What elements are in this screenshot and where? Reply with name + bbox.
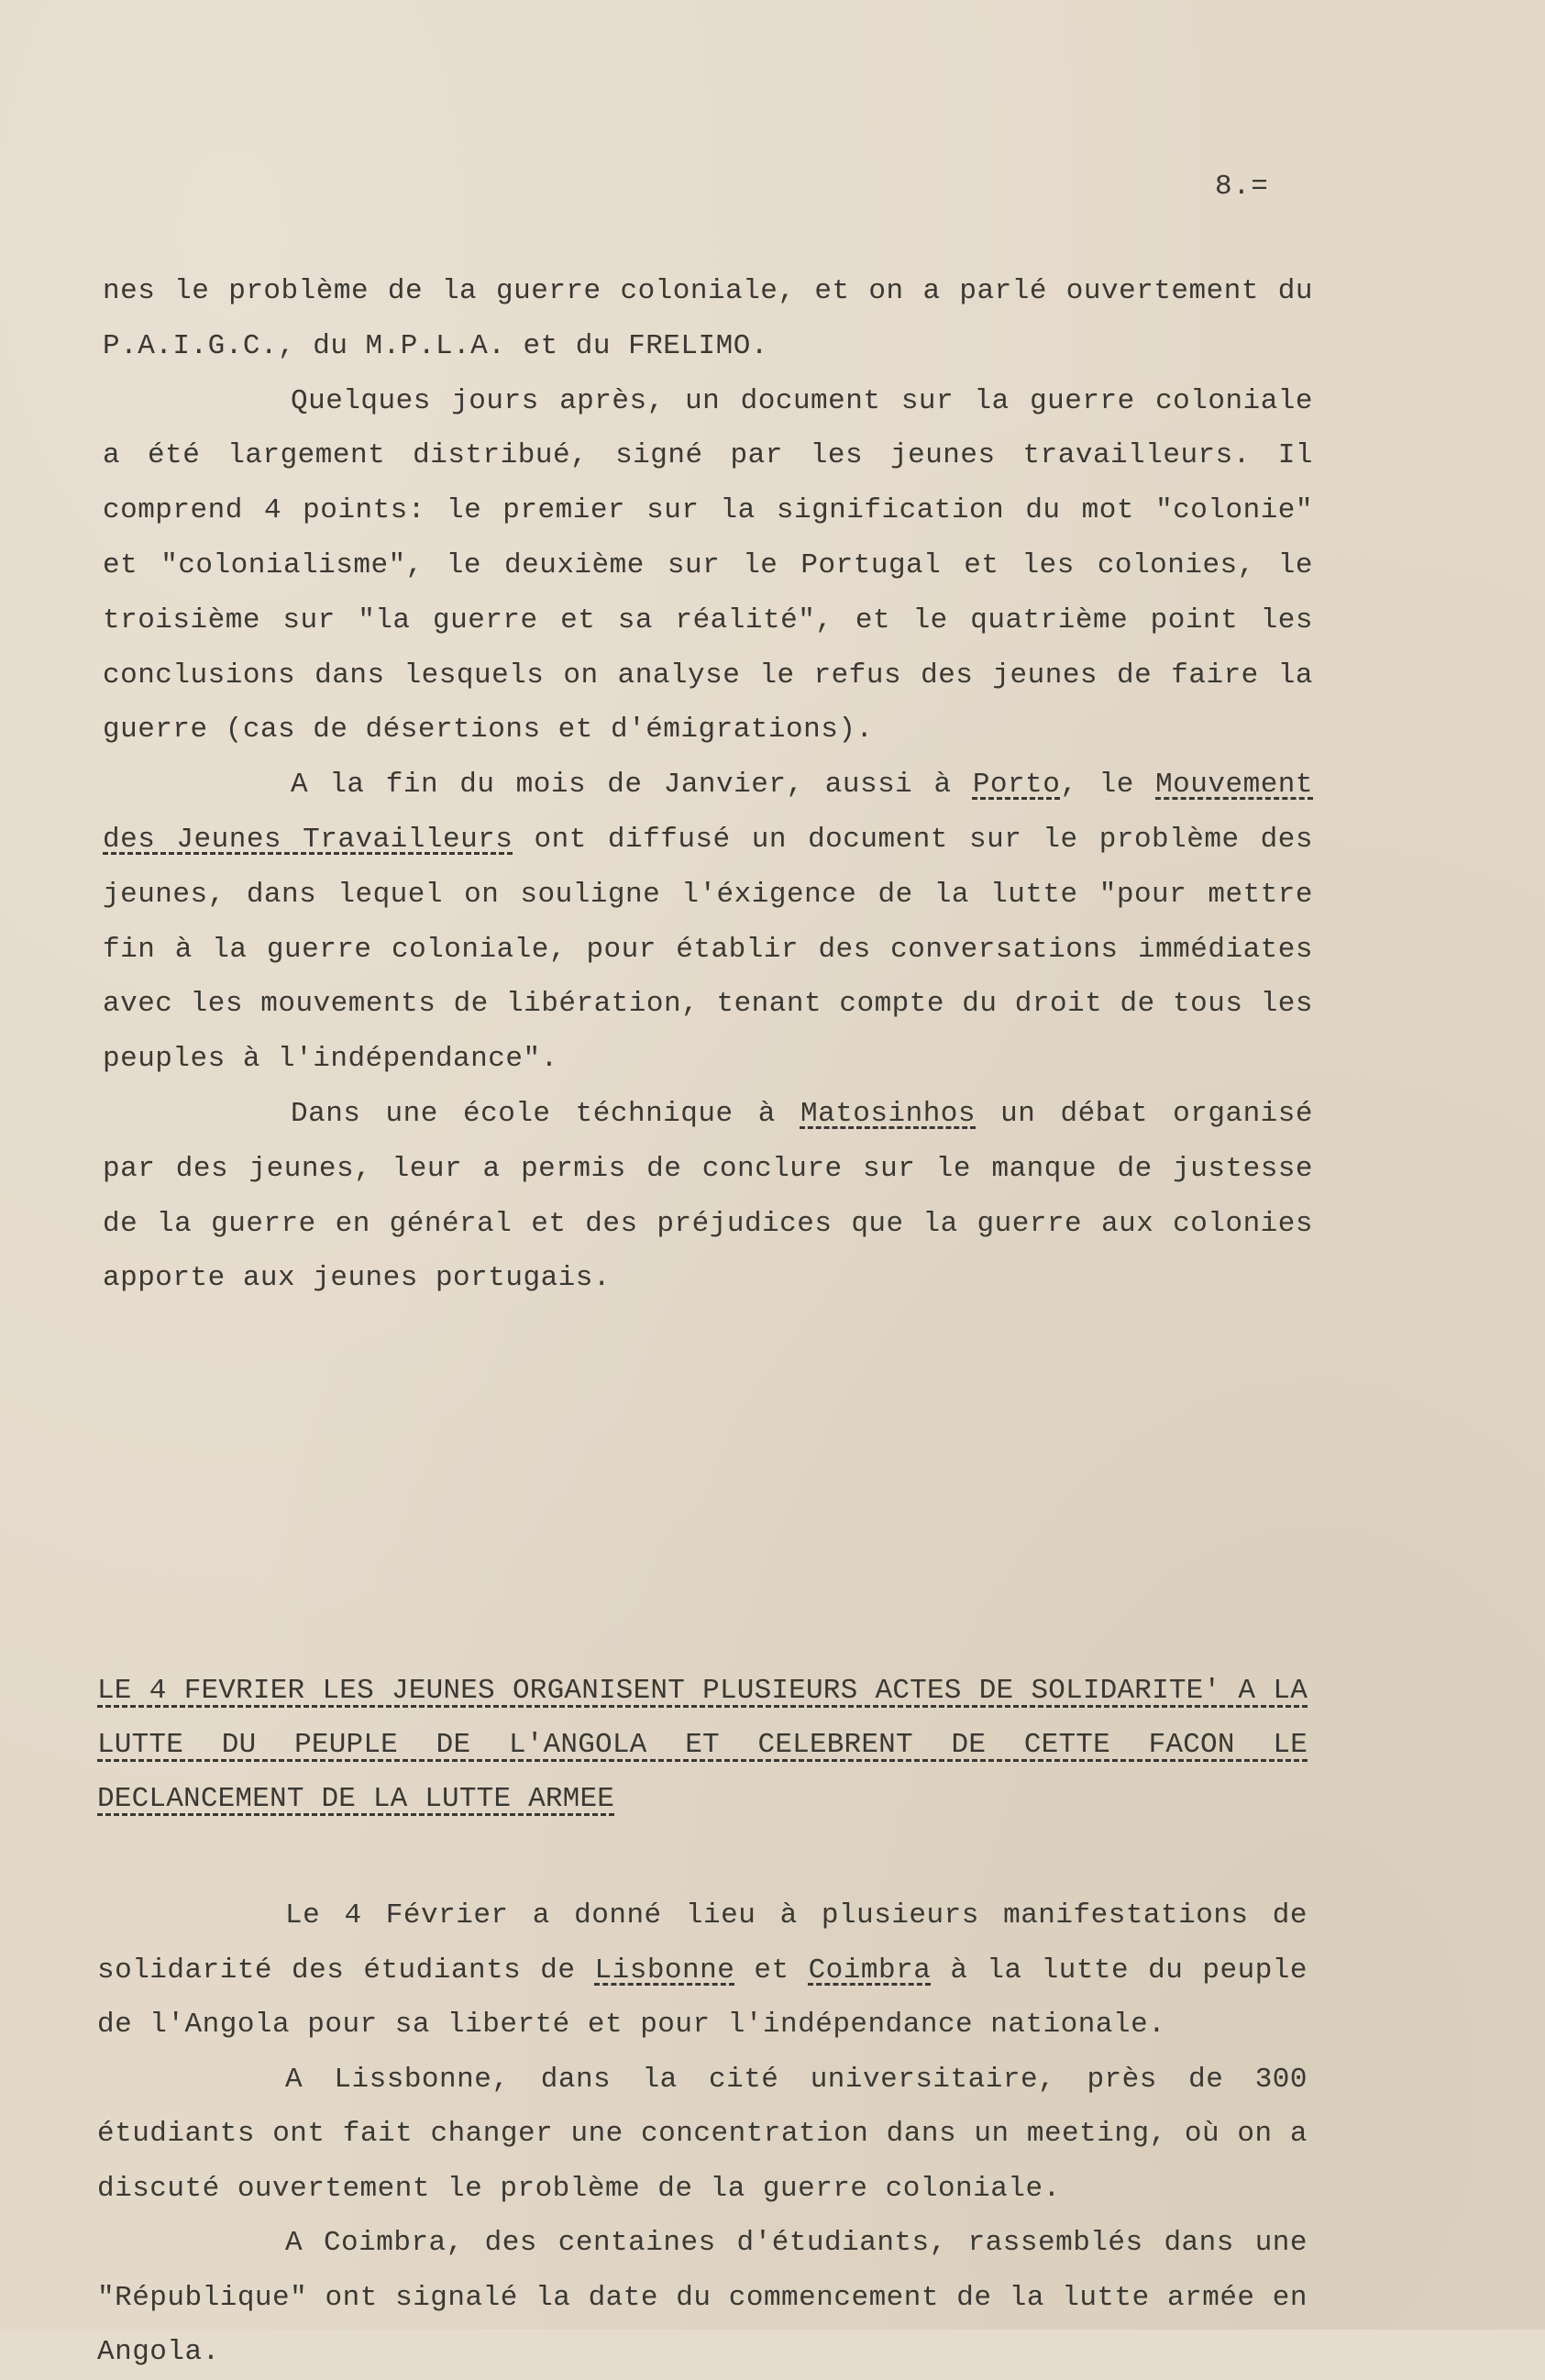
- place-matosinhos: Matosinhos: [800, 1097, 977, 1130]
- paragraph-5: [97, 1888, 1308, 2053]
- paragraph-3-text-a: A la fin du mois de Janvier, aussi à: [291, 769, 973, 802]
- paragraph-3-text-c: ont diffusé un document sur le problème des jeunes, dans lequel on souligne l'éxigence de la lutte "pour mettre fin à la guerre coloniale, pour établir des conversations immédiates avec les mouvements de libération, tenant compte du droit de tous les peuples à l'indépendance".: [103, 823, 1313, 1076]
- section-1: [103, 264, 1313, 1306]
- paragraph-4-text-a: Dans une école téchnique à: [291, 1097, 800, 1130]
- paragraph-5-text-b: et: [734, 1954, 809, 1987]
- page-number: 8.=: [1215, 171, 1269, 203]
- paragraph-4-text-b: un débat organisé par des jeunes, leur a permis de conclure sur le manque de justesse de la guerre en général et des préjudices que la guerre aux colonies apporte aux jeunes portugais.: [103, 1097, 1313, 1295]
- paragraph-5-text-a: Le 4 Février a donné lieu à plusieurs manifestations de solidarité des étudiants de: [97, 1899, 1308, 1987]
- paragraph-3-text-b: , le: [1060, 769, 1156, 802]
- paragraph-5-text-c: à la lutte du peuple de l'Angola pour sa liberté et pour l'indépendance nationale.: [97, 1954, 1308, 2041]
- paragraph-4: [103, 1087, 1313, 1306]
- paragraph-7: A Coimbra, des centaines d'étudiants, rassemblés dans une "République" ont signalé la date du commencement de la lutte armée en Angola.: [97, 2227, 1308, 2368]
- section-2: [97, 1596, 1308, 2380]
- organization-name: Mouvement des Jeunes Travailleurs: [103, 769, 1314, 856]
- place-lisbonne: Lisbonne: [594, 1954, 735, 1987]
- paragraph-2: Quelques jours après, un document sur la guerre coloniale a été largement distribué, signé par les jeunes travailleurs. Il comprend 4 points: le premier sur la signification du mot "colonie" et "colonialisme", le deuxième sur le Portugal et les colonies, le troisième sur "la guerre et sa réalité", et le quatrième point les conclusions dans lesquels on analyse le refus des jeunes de faire la guerre (cas de désertions et d'émigrations).: [103, 384, 1313, 747]
- paragraph-1: nes le problème de la guerre coloniale, et on a parlé ouvertement du P.A.I.G.C., du M.P.L.A. et du FRELIMO.: [103, 275, 1313, 362]
- paragraph-3: [103, 758, 1313, 1087]
- paragraph-6: A Lissbonne, dans la cité universitaire, près de 300 étudiants ont fait changer une concentration dans un meeting, où on a discuté ouvertement le problème de la guerre coloniale.: [97, 2063, 1308, 2205]
- section-heading: LE 4 FEVRIER LES JEUNES ORGANISENT PLUSIEURS ACTES DE SOLIDARITE' A LA LUTTE DU PEUPLE DE L'ANGOLA ET CELEBRENT DE CETTE FACON LE DECLANCEMENT DE LA LUTTE ARMEE: [97, 1675, 1308, 1815]
- place-coimbra: Coimbra: [808, 1954, 932, 1987]
- place-porto: Porto: [972, 769, 1061, 802]
